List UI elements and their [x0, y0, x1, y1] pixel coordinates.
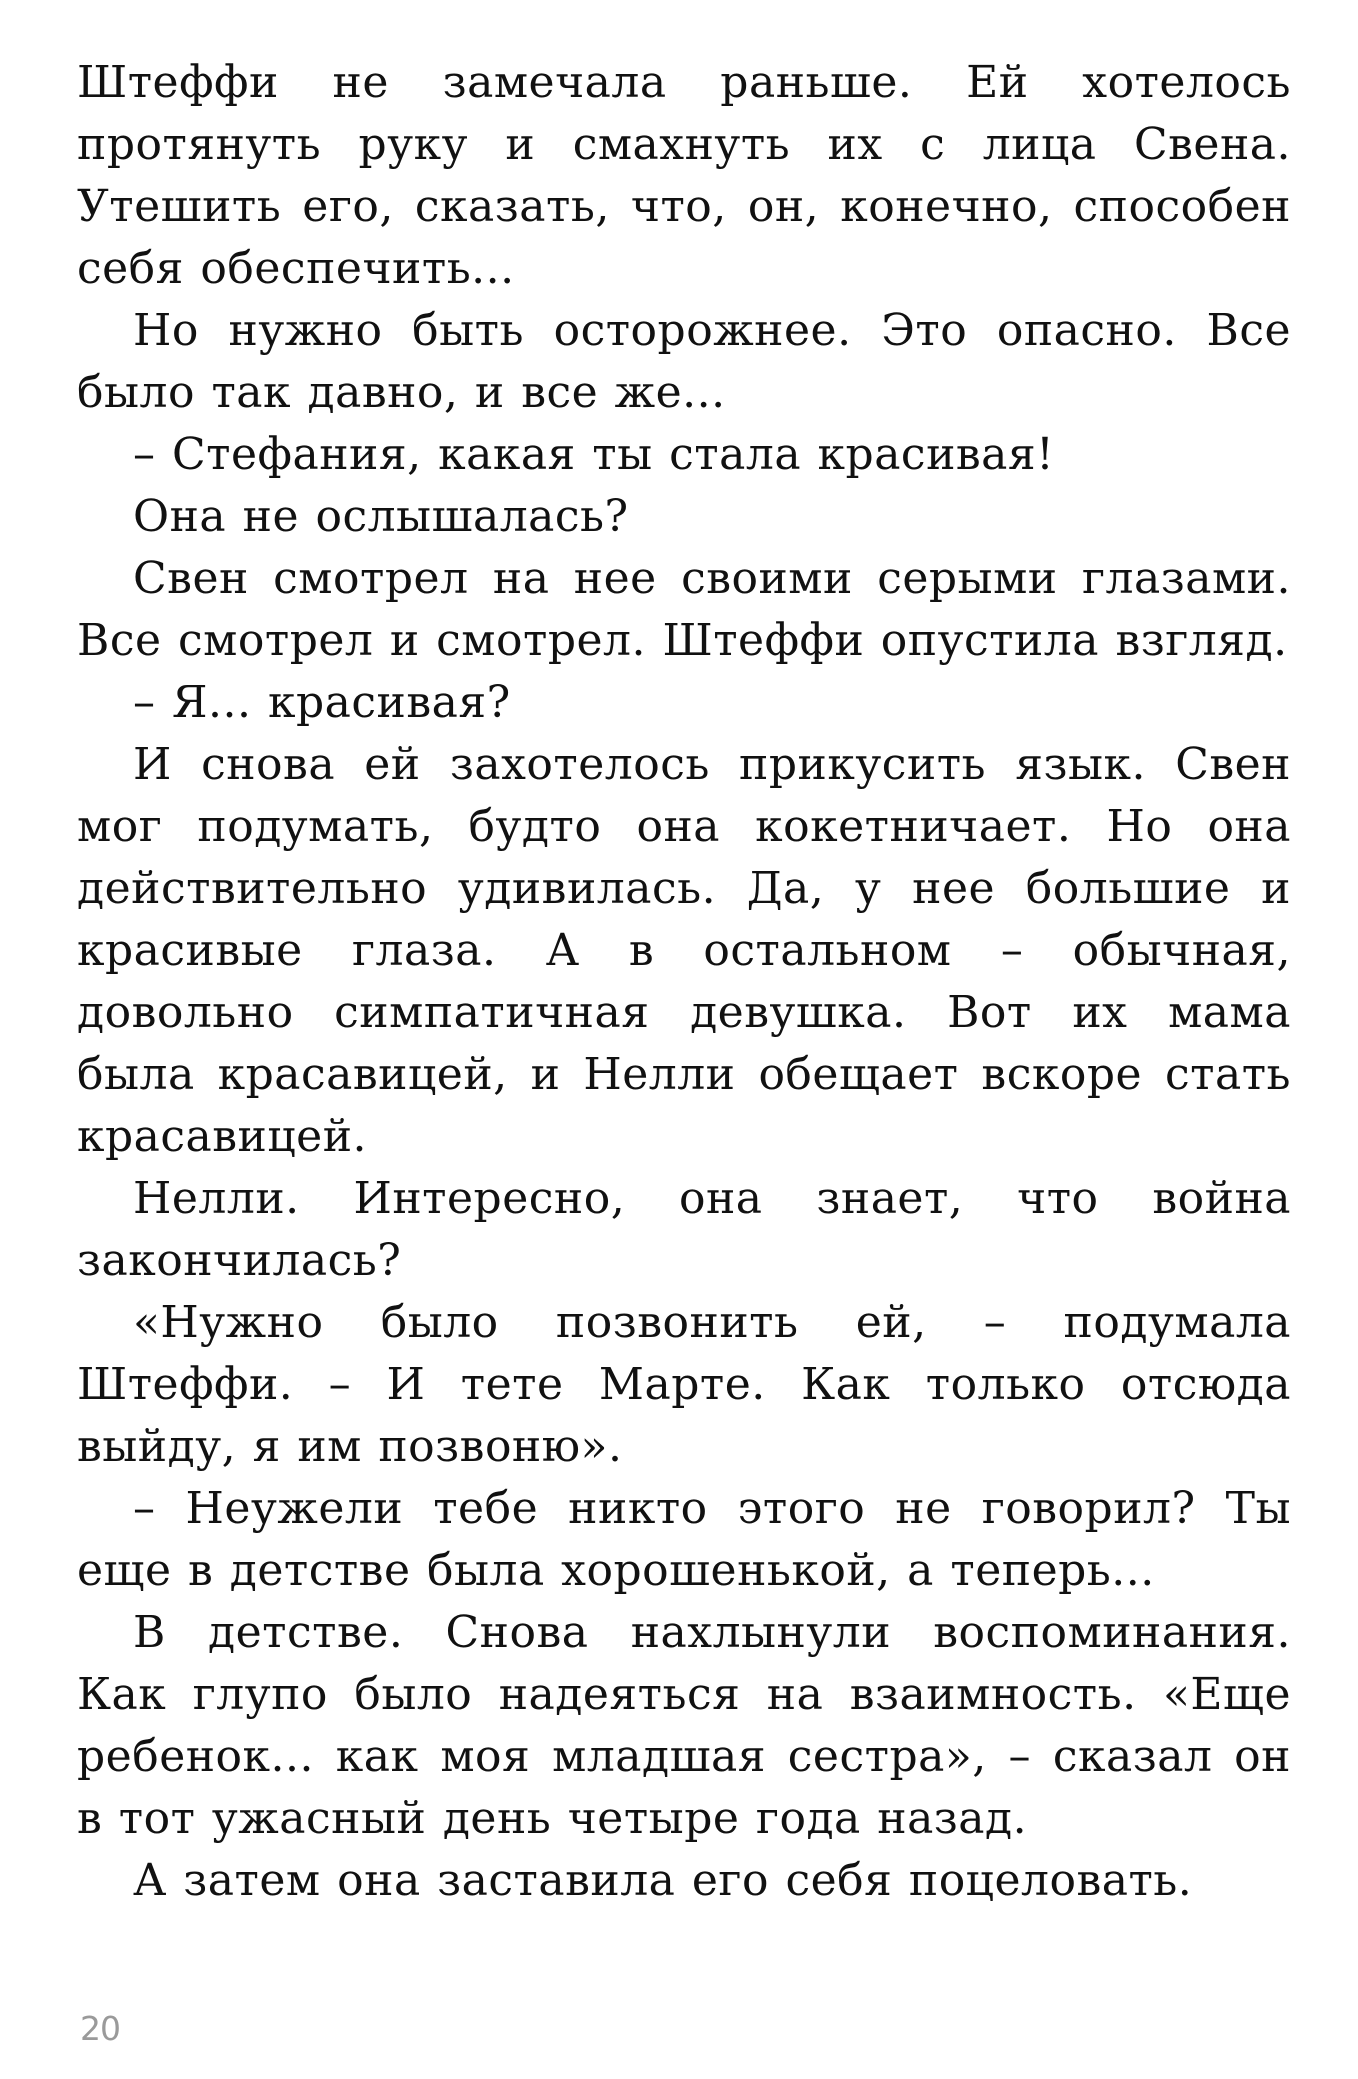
page-number: 20	[80, 2009, 120, 2048]
paragraph: Но нужно быть осторожнее. Это опасно. Все было так давно, и все же...	[77, 305, 1291, 418]
book-page	[77, 52, 1291, 1912]
paragraph: А затем она заставила его себя поцеловать.	[133, 1855, 1193, 1906]
paragraph: В детстве. Снова нахлынули воспоминания. Как глупо было надеяться на взаимность. «Еще ребенок... как моя младшая сестра», – сказал он в тот ужасный день четыре года назад.	[77, 1607, 1291, 1844]
paragraph: – Я... красивая?	[133, 677, 511, 728]
paragraph: – Неужели тебе никто этого не говорил? Ты еще в детстве была хорошенькой, а теперь...	[77, 1483, 1291, 1596]
paragraph: «Нужно было позвонить ей, – подумала Штеффи. – И тете Марте. Как только отсюда выйду, я им позвоню».	[77, 1297, 1291, 1472]
paragraph: И снова ей захотелось прикусить язык. Свен мог подумать, будто она кокетничает. Но она действительно удивилась. Да, у нее большие и красивые глаза. А в остальном – обычная, довольно симпатичная девушка. Вот их мама была красавицей, и Нелли обещает вскоре стать красавицей.	[77, 739, 1291, 1162]
body-text	[77, 52, 1291, 1912]
paragraph: Нелли. Интересно, она знает, что война закончилась?	[77, 1173, 1291, 1286]
paragraph: Штеффи не замечала раньше. Ей хотелось протянуть руку и смахнуть их с лица Свена. Утешить его, сказать, что, он, конечно, способен себя обеспечить...	[77, 57, 1291, 294]
paragraph: Свен смотрел на нее своими серыми глазами. Все смотрел и смотрел. Штеффи опустила взгляд.	[77, 553, 1291, 666]
paragraph: – Стефания, какая ты стала красивая!	[133, 429, 1055, 480]
paragraph: Она не ослышалась?	[133, 491, 629, 542]
